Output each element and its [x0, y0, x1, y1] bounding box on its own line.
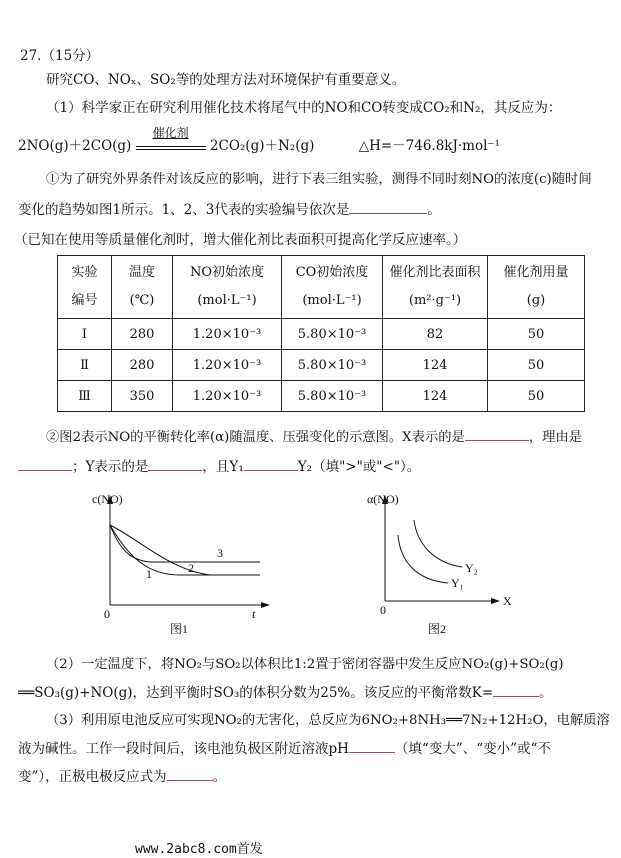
reaction-equation: [18, 126, 500, 155]
figure-2: [355, 490, 525, 640]
equation-reactants: 2NO(g)＋2CO(g): [18, 138, 132, 154]
x-axis-arrow: [261, 602, 270, 608]
answer-blank-6[interactable]: [493, 684, 539, 697]
answer-blank-7[interactable]: [349, 740, 395, 753]
sub1-line1: ①为了研究外界条件对该反应的影响，进行下表三组实验，测得不同时刻NO的浓度(c)随时间: [46, 172, 592, 187]
curve-label-2: 2: [188, 561, 194, 575]
footer-watermark: www.2abc8.com首发: [135, 842, 263, 857]
part2-line2: ══SO₃(g)+NO(g)，达到平衡时SO₃的体积分数为25%。该反应的平衡常数K= 。: [18, 685, 553, 701]
part3-line2: 液为碱性。工作一段时间后，该电池负极区附近溶液pH （填“变大”、“变小”或“不: [18, 741, 551, 757]
answer-blank-1[interactable]: [349, 201, 427, 214]
curve-label-3: 3: [217, 546, 223, 560]
sub1-end: 。: [427, 202, 441, 218]
answer-blank-2[interactable]: [465, 428, 529, 441]
enthalpy-value: △H=－746.8kJ·mol⁻¹: [358, 138, 500, 154]
equation-arrow: [136, 126, 206, 150]
part3-line1: （3）利用原电池反应可实现NO₂的无害化，总反应为6NO₂+8NH₃══7N₂+12H₂O，电解质溶: [46, 713, 610, 728]
origin-label: 0: [104, 607, 110, 621]
table-header-row: 实验 编号 温度 (℃) NO初始浓度 (mol·L⁻¹) CO初始浓度 (mol·L⁻¹) 催化剂比表面积 (m²·g⁻¹) 催化剂用量 (g): [58, 256, 585, 319]
curve-2: [110, 525, 210, 575]
origin-label: 0: [380, 603, 386, 617]
curve-1: [110, 525, 260, 575]
question-score: （15分）: [41, 48, 100, 64]
catalyst-label: 催化剂: [152, 126, 189, 140]
x-axis-label: t: [252, 607, 256, 621]
y-axis-label: c(NO): [92, 492, 123, 506]
answer-blank-5[interactable]: [244, 458, 298, 471]
curve-y2: [414, 520, 462, 567]
part2-line1: （2）一定温度下，将NO₂与SO₂以体积比1:2置于密闭容器中发生反应NO₂(g)+SO₂(g): [46, 657, 564, 672]
sub1-text: 变化的趋势如图1所示。1、2、3代表的实验编号依次是: [18, 202, 350, 218]
curve-label-y1: Y₁: [451, 576, 464, 590]
curve-label-y2: Y₂: [465, 561, 478, 575]
part1-text: （1）科学家正在研究利用催化技术将尾气中的NO和CO转变成CO₂和N₂，其反应为：: [46, 100, 562, 116]
x-axis-label: X: [503, 594, 512, 608]
figure-1: [80, 490, 280, 640]
question-number: 27.: [20, 48, 42, 64]
experiment-table: [57, 255, 585, 412]
equation-products: 2CO₂(g)＋N₂(g): [209, 138, 315, 154]
table-row: Ⅰ 280 1.20×10⁻³ 5.80×10⁻³ 82 50: [58, 319, 585, 350]
answer-blank-4[interactable]: [148, 458, 202, 471]
sub2-line1: ②图2表示NO的平衡转化率(α)随温度、压强变化的示意图。X表示的是 ，理由是: [46, 430, 583, 445]
y-axis-label: α(NO): [367, 492, 399, 506]
answer-blank-8[interactable]: [167, 768, 213, 781]
part3-line3: 变”），正极电极反应式为 。: [18, 769, 227, 785]
note-text: （已知在使用等质量催化剂时，增大催化剂比表面积可提高化学反应速率。）: [14, 232, 467, 248]
figure-2-caption: 图2: [428, 622, 447, 636]
answer-blank-3[interactable]: [18, 458, 72, 471]
table-row: Ⅲ 350 1.20×10⁻³ 5.80×10⁻³ 124 50: [58, 381, 585, 412]
sub2-line2: ；Y表示的是 ，且Y₁ Y₂（填">"或"<"）。: [18, 458, 420, 476]
curve-y1: [398, 535, 448, 583]
question-header: [20, 47, 99, 65]
figure-1-caption: 图1: [170, 622, 189, 636]
curve-label-1: 1: [146, 567, 152, 581]
curve-3: [110, 525, 260, 562]
x-axis-arrow: [491, 598, 500, 604]
sub1-line2: [18, 201, 441, 219]
table-row: Ⅱ 280 1.20×10⁻³ 5.80×10⁻³ 124 50: [58, 350, 585, 381]
intro-text: 研究CO、NOₓ、SO₂等的处理方法对环境保护有重要意义。: [46, 72, 406, 88]
